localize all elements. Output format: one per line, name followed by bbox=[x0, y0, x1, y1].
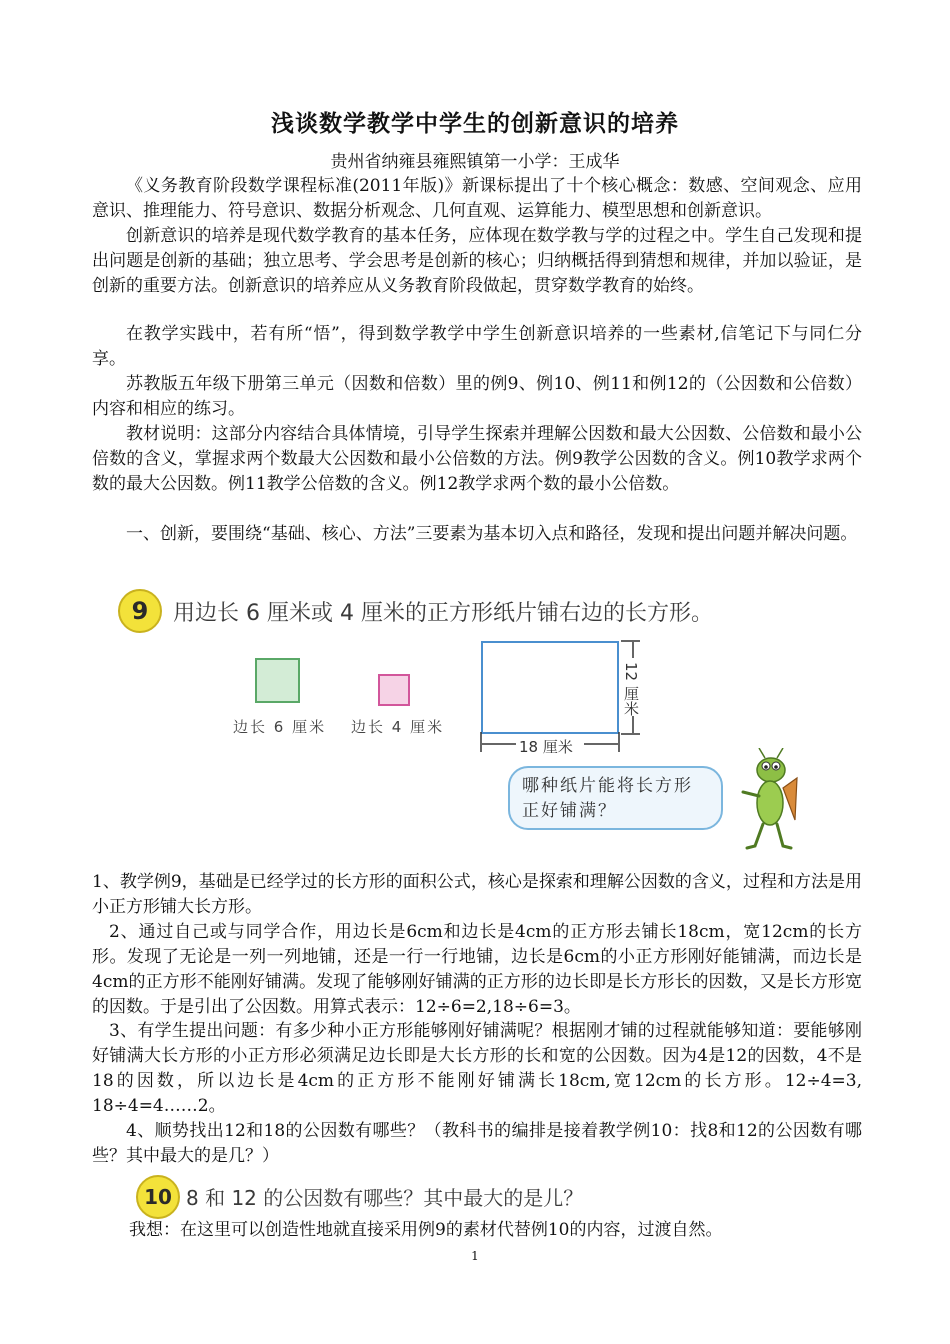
point-4: 4、顺势找出12和18的公因数有哪些？（教科书的编排是接着教学例10：找8和12的公因数有哪些？其中最大的是几？） bbox=[92, 1121, 862, 1166]
example-badge: 10 bbox=[136, 1175, 180, 1219]
height-label: 12 厘米 bbox=[622, 662, 640, 716]
author-line: 贵州省纳雍县雍熙镇第一小学：王成华 bbox=[330, 152, 620, 172]
paragraph-curriculum: 《义务教育阶段数学课程标准(2011年版)》新课标提出了十个核心概念：数感、空间观念、应用意识、推理能力、符号意识、数据分析观念、几何直观、运算能力、模型思想和创新意识。 bbox=[92, 176, 862, 221]
paragraph-section-one: 一、创新，要围绕“基础、核心、方法”三要素为基本切入点和路径，发现和提出问题并解决问题。 bbox=[126, 524, 858, 544]
paragraph-textbook: 苏教版五年级下册第三单元（因数和倍数）里的例9、例10、例11和例12的（公因数和公倍数）内容和相应的练习。 bbox=[92, 374, 862, 419]
point-3: 3、有学生提出问题：有多少种小正方形能够刚好铺满呢？根据刚才铺的过程就能够知道：要能够刚好铺满大长方形的小正方形必须满足边长即是大长方形的长和宽的公因数。因为4是12的因数，4不是18的因数，所以边长是4cm的正方形不能刚好铺满长18cm,宽12cm的长方形。12÷4=3, 18÷4=4……2。 bbox=[92, 1021, 862, 1116]
reflection-note: 我想：在这里可以创造性地就直接采用例9的素材代替例10的内容，过渡自然。 bbox=[129, 1220, 723, 1240]
square-6cm-caption: 边长 6 厘米 bbox=[233, 718, 327, 736]
width-label: 18 厘米 bbox=[519, 738, 573, 756]
square-4cm-caption: 边长 4 厘米 bbox=[351, 718, 445, 736]
example9-prompt: 用边长 6 厘米或 4 厘米的正方形纸片铺右边的长方形。 bbox=[173, 601, 713, 626]
point-2: 2、通过自己或与同学合作，用边长是6cm和边长是4cm的正方形去铺长18cm，宽12cm的长方形。发现了无论是一列一列地铺，还是一行一行地铺，边长是6cm的小正方形刚好能铺满，而边长是4cm的正方形不能刚好铺满。发现了能够刚好铺满的正方形的边长即是长方形长的因数，又是长方形宽的因数。于是引出了公因数。用算式表示：12÷6=2,18÷6=3。 bbox=[92, 922, 862, 1017]
paragraph-innovation: 创新意识的培养是现代数学教育的基本任务，应体现在数学教与学的过程之中。学生自己发现和提出问题是创新的基础；独立思考、学会思考是创新的核心；归纳概括得到猜想和规律，并加以验证，是创新的重要方法。创新意识的培养应从义务教育阶段做起，贯穿数学教育的始终。 bbox=[92, 226, 862, 296]
example10-prompt: 8 和 12 的公因数有哪些？其中最大的是儿？ bbox=[186, 1186, 584, 1210]
square-6cm bbox=[255, 658, 300, 703]
grasshopper-illustration bbox=[735, 748, 805, 852]
square-4cm bbox=[378, 674, 410, 706]
speech-bubble: 哪种纸片能将长方形正好铺满？ bbox=[508, 766, 723, 830]
paragraph-practice: 在教学实践中，若有所“悟”，得到数学教学中学生创新意识培养的一些素材,信笔记下与同仁分享。 bbox=[92, 324, 862, 369]
paragraph-material-notes: 教材说明：这部分内容结合具体情境，引导学生探索并理解公因数和最大公因数、公倍数和最小公倍数的含义，掌握求两个数最大公因数和最小公倍数的方法。例9教学公因数的含义。例10教学求两个数的最大公因数。例11教学公倍数的含义。例12教学求两个数的最小公倍数。 bbox=[92, 424, 862, 494]
point-1: 1、教学例9，基础是已经学过的长方形的面积公式，核心是探索和理解公因数的含义，过程和方法是用小正方形铺大长方形。 bbox=[92, 872, 862, 917]
example-badge: 9 bbox=[118, 589, 162, 633]
page-number: 1 bbox=[471, 1249, 479, 1263]
document-title: 浅谈数学教学中学生的创新意识的培养 bbox=[271, 111, 679, 137]
